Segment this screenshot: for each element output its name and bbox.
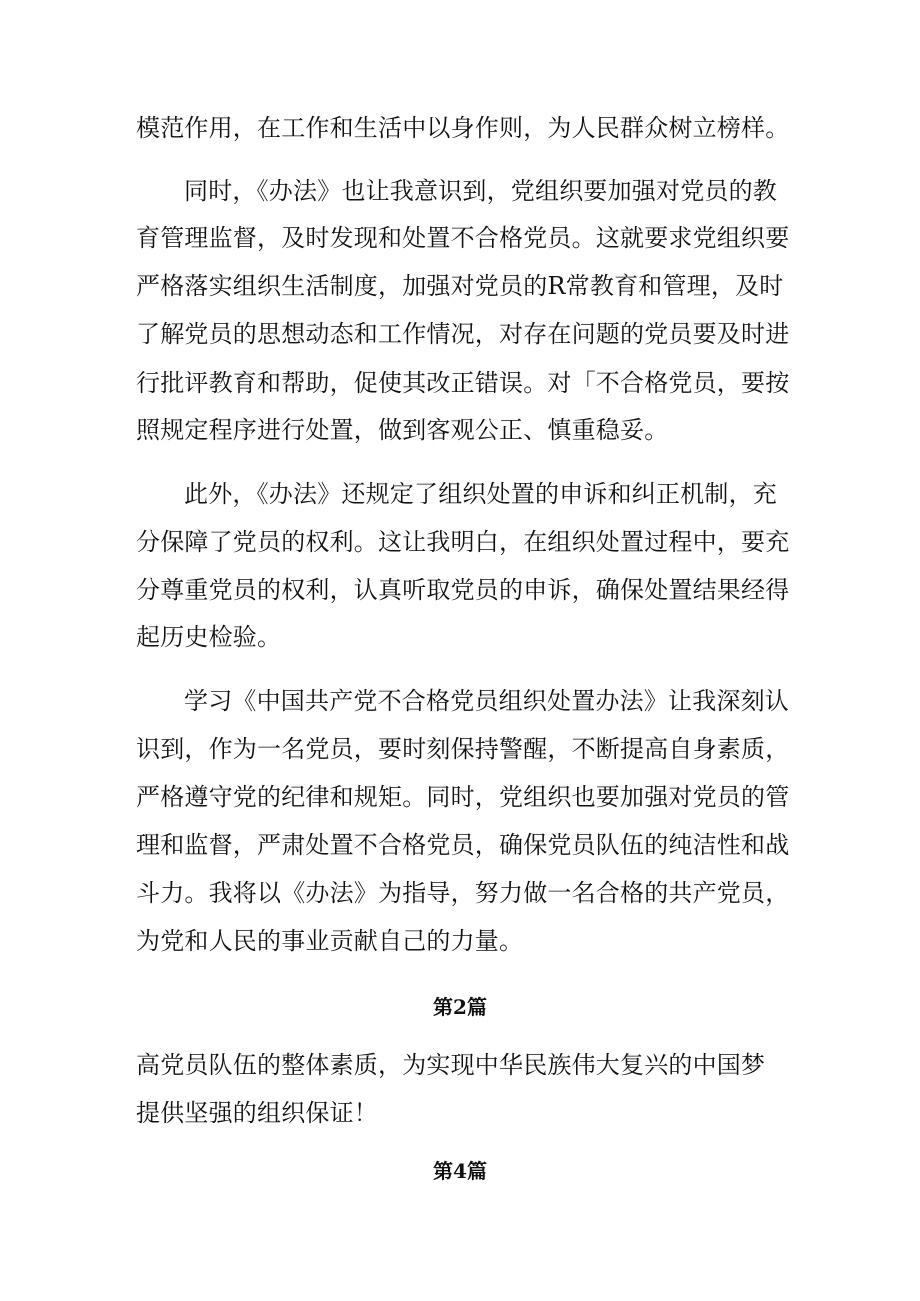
paragraph-line: 提供坚强的组织保证！ — [136, 1099, 378, 1127]
paragraph-line: 行批评教育和帮助，促使其改正错误。对「不合格党员，要按 — [136, 369, 790, 397]
paragraph-line: 识到，作为一名党员，要时刻保持警醒，不断提高自身素质， — [136, 735, 790, 763]
paragraph-line: 照规定程序进行处置，做到客观公正、慎重稳妥。 — [136, 416, 669, 444]
paragraph-line: 为党和人民的事业贡献自己的力量。 — [136, 927, 524, 955]
paragraph-line: 了解党员的思想动态和工作情况，对存在问题的党员要及时进 — [136, 320, 790, 348]
paragraph-line: 学习《中国共产党不合格党员组织处置办法》让我深刻认 — [184, 687, 789, 715]
section-heading: 第4篇 — [433, 1159, 487, 1183]
paragraph-line: 分保障了党员的权利。这让我明白，在组织处置过程中，要充 — [136, 528, 790, 556]
paragraph-line: 严格落实组织生活制度，加强对党员的R常教育和管理，及时 — [136, 272, 784, 300]
paragraph-line: 高党员队伍的整体素质，为实现中华民族伟大复兴的中国梦 — [136, 1051, 766, 1079]
paragraph-line: 模范作用，在工作和生活中以身作则，为人民群众树立榜样。 — [136, 114, 790, 142]
paragraph-line: 此外，《办法》还规定了组织处置的申诉和纠正机制，充 — [184, 480, 777, 508]
paragraph-line: 同时，《办法》也让我意识到，党组织要加强对党员的教 — [184, 177, 777, 205]
paragraph-line: 理和监督，严肃处置不合格党员，确保党员队伍的纯洁性和战 — [136, 831, 790, 859]
paragraph-line: 斗力。我将以《办法》为指导，努力做一名合格的共产党员， — [136, 879, 790, 907]
section-heading: 第2篇 — [433, 995, 487, 1019]
paragraph-line: 严格遵守党的纪律和规矩。同时，党组织也要加强对党员的管 — [136, 783, 790, 811]
paragraph-line: 育管理监督，及时发现和处置不合格党员。这就要求党组织要 — [136, 224, 790, 252]
paragraph-line: 分尊重党员的权利，认真听取党员的申诉，确保处置结果经得 — [136, 576, 790, 604]
paragraph-line: 起历史检验。 — [136, 623, 282, 651]
